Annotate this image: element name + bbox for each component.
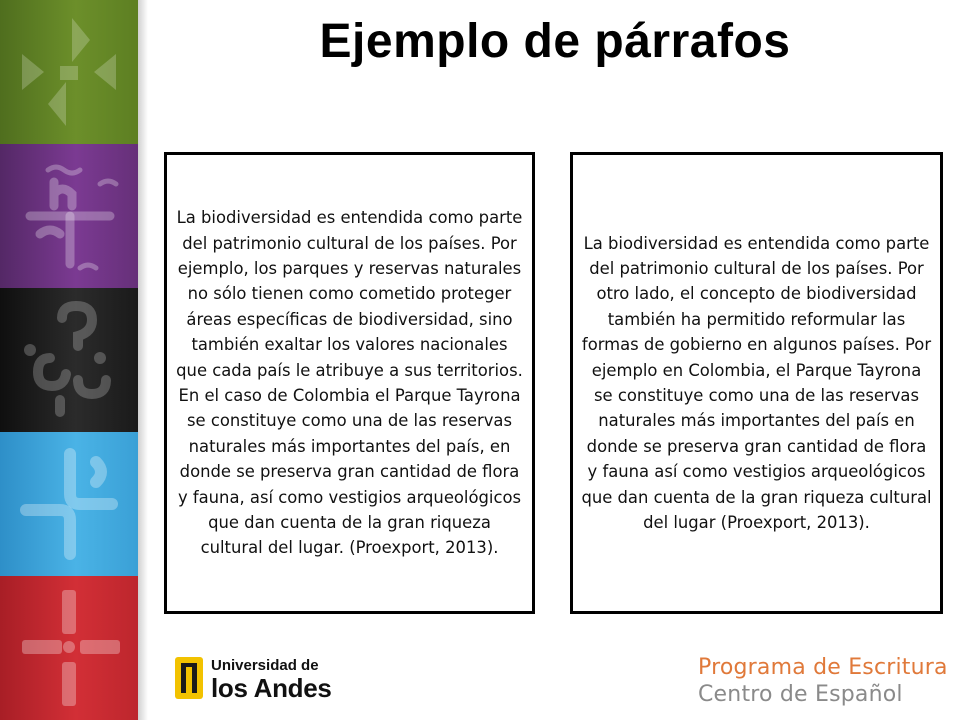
question-marks-icon <box>0 288 138 432</box>
blue-tile <box>0 432 138 576</box>
paragraph-text-left: La biodiversidad es entendida como parte del patrimonio cultural de los países. Por ejemplo, los parques y reservas naturales no sólo tienen como cometido proteger áreas específicas de biodiversidad, sino también exaltar los valores nacionales que cada país le atribuye a sus territorios. En el caso de Colombia el Parque Tayrona se constituye como una de las reservas naturales más importantes del país, en donde se preserva gran cantidad de flora y fauna, así como vestigios arqueológicos que dan cuenta de la gran riqueza cultural del lugar. (Proexport, 2013). <box>176 208 523 558</box>
universidad-logo <box>173 655 332 703</box>
university-name-line2: los Andes <box>211 673 332 703</box>
decorative-side-band <box>0 0 138 720</box>
program-name: Programa de Escritura <box>698 655 948 680</box>
programa-logo <box>698 655 948 707</box>
center-name: Centro de Español <box>698 682 903 707</box>
enye-cross-icon <box>0 144 138 288</box>
paragraph-text-right: La biodiversidad es entendida como parte del patrimonio cultural de los países. Por otro lado, el concepto de biodiversidad también ha permitido reformular las formas de gobierno en algunos países. Por ejemplo en Colombia, el Parque Tayrona se constituye como una de las reservas naturales más importantes del país en donde se preserva gran cantidad de flora y fauna así como vestigios arqueológicos que dan cuenta de la gran riqueza cultural del lugar (Proexport, 2013). <box>581 233 932 533</box>
slide-title: Ejemplo de párrafos <box>319 15 791 68</box>
pinwheel-icon <box>0 0 138 144</box>
band-shadow <box>138 0 148 720</box>
red-tile <box>0 576 138 720</box>
paragraph-box-left <box>164 152 535 614</box>
university-name-line1: Universidad de <box>211 657 319 674</box>
exclamation-cross-icon <box>0 576 138 720</box>
swirl-icon <box>0 432 138 576</box>
black-tile <box>0 288 138 432</box>
paragraph-box-right <box>570 152 943 614</box>
green-tile <box>0 0 138 144</box>
university-emblem-icon <box>173 655 205 701</box>
purple-tile <box>0 144 138 288</box>
